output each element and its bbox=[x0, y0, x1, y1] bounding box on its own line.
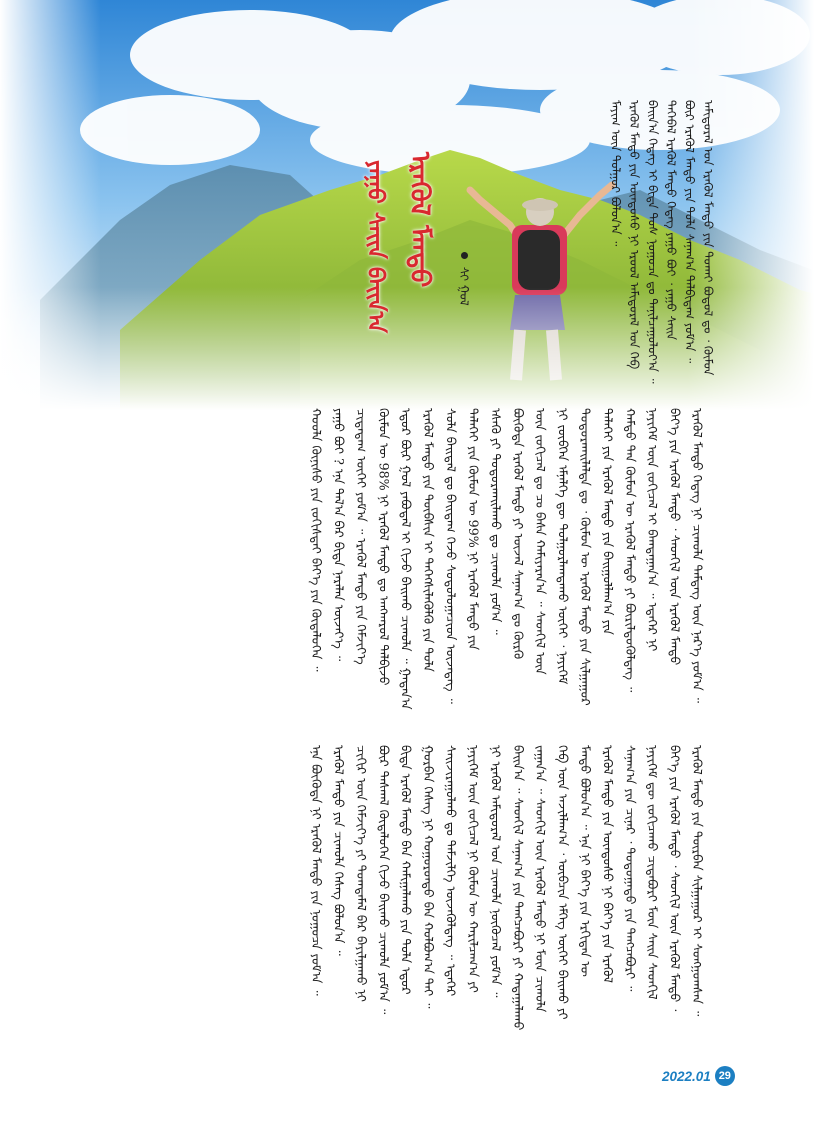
body-column: ᠡᠳᠦᠷ ᠪᠦᠷ ᠭᠣᠯ ᠶᠠᠪᠤᠳᠠᠯ ᠢ ᠬᠢᠵᠦ ᠪᠠᠢᠬᠤ ᠴᠢᠬᠤᠯᠠ ᠃ ᠭᠠᠳᠠᠨ᠎ᠠ bbox=[398, 408, 414, 710]
body-column: ᠡᠷᠡᠭᠦᠯ ᠮᠡᠨᠳᠦ ᠶᠢᠨ ᠲᠦᠪᠰᠢᠨ ᠢ ᠳᠡᠭᠡᠭᠰᠢᠯᠡᠭᠦᠯᠬᠦ ᠶᠢᠨ ᠲᠤᠯᠠ bbox=[421, 408, 437, 672]
page-number-badge: 29 bbox=[715, 1066, 735, 1086]
body-column: ᠪᠡᠶ᠎ᠡ ᠶᠢᠨ ᠡᠷᠡᠭᠦᠯ ᠮᠡᠨᠳᠦ ᠂ ᠰᠡᠳᠬᠢᠯ ᠦᠨ ᠡᠷᠡᠭᠦᠯ ᠮᠡᠨᠳᠦ bbox=[667, 408, 683, 666]
body-column: ᠪᠡᠶ᠎ᠡ ᠶᠢᠨ ᠡᠷᠡᠭᠦᠯ ᠮᠡᠨᠳᠦ ᠂ ᠰᠡᠳᠬᠢᠯ ᠦᠨ ᠡᠷᠡᠭᠦᠯ ᠮᠡᠨᠳᠦ ᠂ bbox=[667, 745, 683, 1012]
intro-column: ᠲᠡᠭᠡᠪᠡᠯ ᠡᠷᠡᠭᠦᠯ ᠮᠡᠨᠳᠦ ᠭᠡᠳᠡᠭ ᠶᠠᠭᠤ ᠪᠤᠢ ᠂ ᠶᠠᠭᠤ ᠰᠠᠢᠨ bbox=[664, 100, 678, 341]
body-text-lower-right bbox=[118, 745, 708, 1077]
bullet-dot-icon bbox=[461, 252, 468, 259]
body-column: ᠶᠠᠭᠤ ᠪᠤᠢ ? ᠡᠨᠡ ᠲᠠᠯ᠎ᠠ ᠪᠠᠷ ᠪᠢᠳᠡ ᠨᠡᠷᠡᠯᠡᠨ ᠦᠵᠡᠶ᠎ᠡ ᠃ bbox=[331, 408, 347, 662]
body-column: ᠡᠰᠡᠬᠦ ᠶᠢ ᠲᠣᠳᠤᠷᠬᠠᠢᠯᠠᠬᠤ ᠳᠤ ᠴᠢᠬᠤᠯᠠ ᠶᠤᠮ᠎ᠠ ᠃ bbox=[488, 408, 504, 635]
body-column: ᠪᠦᠷ ᠳᠠᠰᠬᠠᠯ ᠬᠦᠳᠡᠯᠦᠭᠡᠨ ᠬᠢᠵᠦ ᠪᠠᠢᠬᠤ ᠴᠢᠬᠤᠯᠠ ᠶᠤᠮ᠎ᠠ ᠃ bbox=[376, 745, 392, 1015]
body-column: ᠨᠡᠶᠢᠭᠡᠮ ᠳᠦ ᠵᠣᠬᠢᠴᠠᠬᠤ ᠴᠢᠳᠠᠪᠤᠷᠢ ᠮᠥᠨ ᠰᠠᠢᠨ ᠰᠡᠳᠬᠢᠯ bbox=[645, 745, 661, 1000]
intro-column: ᠡᠷᠡᠭᠦᠯ ᠮᠡᠨᠳᠦ ᠶᠢᠨ ᠦᠨᠳᠦᠰᠦ ᠨᠢ ᠡᠷᠦᠦᠯ ᠠᠮᠢᠳᠤᠷᠠᠯ ᠤᠨ ᠬᠡᠪ bbox=[627, 100, 641, 370]
body-column: ᠪᠠᠢᠨ᠎ᠠ ᠃ ᠰᠡᠳᠬᠢᠯ ᠰᠠᠨᠠᠭ᠎ᠠ ᠶᠢᠨ ᠲᠡᠩᠴᠡᠪᠦᠷᠢ ᠶᠢ ᠬᠠᠳᠠᠭᠠᠯᠠᠬᠤ bbox=[510, 745, 526, 1031]
body-column: ᠰᠤᠯᠠ ᠪᠠᠢᠳᠠᠯ ᠳᠤ ᠪᠠᠢᠳᠠᠭ ᠭᠡᠵᠦ ᠰᠤᠳᠤᠯᠤᠭᠠᠴᠢᠳ ᠦᠵᠡᠳᠡᠭ ᠃ bbox=[443, 408, 459, 704]
body-column: ᠨᠢ ᠡᠷᠡᠭᠦᠯ ᠠᠮᠢᠳᠤᠷᠠᠯ ᠤᠨ ᠴᠢᠬᠤᠯᠠ ᠨᠥᠬᠦᠴᠡᠯ ᠶᠤᠮ᠎ᠠ ᠃ bbox=[488, 745, 504, 998]
body-text-upper-right bbox=[118, 408, 708, 740]
body-column: ᠰᠠᠨᠠᠭ᠎ᠠ ᠶᠢᠨ ᠴᠢᠨᠠᠷ ᠂ ᠳᠣᠲᠣᠭᠠᠳᠤ ᠶᠢᠨ ᠲᠡᠩᠴᠡᠪᠦᠷᠢ ᠃ bbox=[622, 745, 638, 992]
body-column: ᠭᠤᠷᠪᠠᠨ ᠬᠡᠰᠡᠭ ᠨᠢ ᠬᠣᠭᠣᠷᠣᠨᠳᠣ ᠪᠡᠨ ᠬᠣᠯᠪᠣᠭ᠎ᠠ ᠲᠠᠢ ᠃ bbox=[421, 745, 437, 1009]
body-column: ᠨᠡᠶᠢᠭᠡᠮ ᠦᠨ ᠵᠣᠬᠢᠴᠠᠯ ᠢ ᠪᠠᠭᠲᠠᠭᠠᠨ᠎ᠠ ᠃ ᠡᠳᠡᠭᠡᠷ ᠨᠢ bbox=[645, 408, 661, 652]
body-column: ᠴᠢᠬᠢᠷ ᠦᠨ ᠬᠡᠮᠵᠢᠶ᠎ᠡ ᠶᠢ ᠲᠣᠭᠲᠠᠮᠠᠯ ᠪᠠᠷ ᠪᠠᠶᠢᠯᠭᠠᠬᠤ ᠨᠢ bbox=[353, 745, 369, 1002]
article-title-line-1: ᠡᠷᠡᠭᠦᠯ ᠮᠡᠨᠳᠦ bbox=[404, 152, 435, 288]
intro-column: ᠮᠠᠶᠢᠭ ᠦᠨ ᠲᠤᠯᠭᠤᠷ ᠪᠣᠯᠤᠨ᠎ᠠ ᠃ bbox=[608, 100, 623, 247]
page-folio bbox=[662, 1066, 735, 1086]
body-column: ᠴᠢᠳᠠᠳᠠᠭ ᠦᠭᠡᠢ ᠶᠤᠮ᠎ᠠ ᠃ ᠡᠷᠡᠭᠦᠯ ᠮᠡᠨᠳᠦ ᠶᠢᠨ ᠬᠡᠮᠵᠢᠶ᠎ᠡ bbox=[353, 408, 369, 665]
body-column: ᠬᠣᠣᠯᠠ ᠬᠦᠨᠢᠰᠦ ᠶᠢᠨ ᠵᠣᠬᠢᠰᠲᠠᠢ ᠪᠡᠶ᠎ᠡ ᠶᠢᠨ ᠬᠦᠳᠡᠯᠦᠭᠡᠨ ᠃ bbox=[309, 408, 325, 672]
intro-column: ᠠᠮᠢᠳᠤᠷᠠᠯ ᠤᠨ ᠡᠷᠡᠭᠦᠯ ᠮᠡᠨᠳᠦ ᠶᠢᠨ ᠲᠤᠬᠠᠢ ᠪᠣᠳᠣᠯ ᠳᠤ ᠂ ᠬᠦᠮᠦᠨ bbox=[701, 100, 715, 376]
intro-column: ᠪᠠᠢᠨ᠎ᠠ ᠭᠡᠳᠡᠭ ᠢ ᠪᠢᠳᠡ ᠲᠤᠰ ᠨᠤᠭᠤᠴᠠ ᠳᠤ ᠲᠠᠨᠢᠯᠴᠠᠭᠤᠯᠤᠶ᠎ᠠ ᠃ bbox=[645, 100, 660, 384]
body-column: ᠡᠨᠡ ᠪᠦᠭᠦᠳᠡ ᠨᠢ ᠡᠷᠡᠭᠦᠯ ᠮᠡᠨᠳᠦ ᠶᠢᠨ ᠨᠤᠭᠤᠴᠠ ᠶᠤᠮ᠎ᠠ ᠃ bbox=[309, 745, 325, 996]
body-column: ᠮᠡᠨᠳᠦ ᠪᠣᠯᠤᠨ᠎ᠠ ᠃ ᠡᠨᠡ ᠨᠢ ᠪᠡᠶ᠎ᠡ ᠶᠢᠨ ᠡᠷᠬᠢᠲᠡᠨ ᠦ bbox=[577, 745, 593, 977]
body-column: ᠡᠷᠡᠭᠦᠯ ᠮᠡᠨᠳᠦ ᠶᠢᠨ ᠳᠥᠷᠪᠡᠨ ᠰᠢᠯᠭᠠᠭᠤᠷ ᠢ ᠰᠣᠩᠭᠣᠭᠰᠠᠨ ᠃ bbox=[690, 745, 705, 1017]
body-column: ᠡᠷᠡᠭᠦᠯ ᠮᠡᠨᠳᠦ ᠭᠡᠳᠡᠭ ᠨᠢ ᠴᠢᠬᠤᠯᠠ ᠲᠡᠮᠳᠡᠭ ᠦᠨ ᠨᠡᠷ᠎ᠡ ᠶᠤᠮ᠎ᠠ ᠃ bbox=[690, 408, 705, 704]
body-column: ᠬᠠᠮᠲᠤ ᠳᠠᠨ ᠬᠦᠮᠦᠨ ᠦ ᠡᠷᠡᠭᠦᠯ ᠮᠡᠨᠳᠦ ᠶᠢ ᠪᠦᠷᠢᠯᠳᠦᠭᠦᠯᠳᠡᠭ ᠃ bbox=[622, 408, 638, 693]
body-column: ᠰᠠᠢᠵᠢᠷᠠᠭᠤᠯᠬᠤ ᠳᠤ ᠳᠡᠮᠵᠢᠯᠭᠡ ᠦᠵᠡᠭᠦᠯᠳᠡᠭ ᠃ ᠡᠳᠡᠭᠡᠷ bbox=[443, 745, 459, 997]
intro-text bbox=[606, 100, 717, 390]
body-column: ᠨᠢ ᠵᠦᠪᠬᠡᠨ ᠡᠮᠨᠡᠯᠭᠡ ᠳᠦ ᠲᠤᠯᠭᠤᠷᠯᠠᠭᠳᠠᠬᠤ ᠦᠭᠡᠢ ᠂ ᠨᠡᠶᠢᠭᠡᠮ bbox=[555, 408, 571, 685]
author-byline bbox=[454, 248, 475, 306]
article-title-line-2: ᠶᠠᠭᠤ ᠰᠠᠢᠨ ᠪᠠᠢᠨ᠎ᠠ bbox=[362, 160, 389, 334]
body-column: ᠳᠡᠯᠡᠬᠡᠢ ᠶᠢᠨ ᠡᠷᠡᠭᠦᠯ ᠮᠡᠨᠳᠦ ᠶᠢᠨ ᠪᠠᠢᠭᠤᠯᠯᠠᠭ᠎ᠠ ᠶᠢᠨ bbox=[600, 408, 616, 635]
body-column: ᠳᠡᠯᠡᠬᠡᠢ ᠶᠢᠨ ᠬᠦᠮᠦᠨ ᠦ 99% ᠨᠢ ᠡᠷᠡᠭᠦᠯ ᠮᠡᠨᠳᠦ ᠶᠢᠨ bbox=[465, 408, 481, 651]
body-column: ᠬᠡᠪ ᠦᠨ ᠠᠵᠢᠯᠯᠠᠭ᠎ᠠ ᠂ ᠥᠪᠴᠢᠨ ᠡᠮᠭᠡᠭ ᠦᠭᠡᠢ ᠪᠠᠢᠬᠤ ᠶᠢ bbox=[555, 745, 571, 1020]
author-name: ᠰᠢ ᠭᠤᠯ bbox=[457, 266, 471, 306]
body-column: ᠬᠦᠮᠦᠨ ᠦ 98% ᠨᠢ ᠡᠷᠡᠭᠦᠯ ᠮᠡᠨᠳᠦ ᠳᠤ ᠠᠩᠬᠠᠷᠤᠯ ᠲᠠᠯᠪᠢᠵᠤ bbox=[376, 408, 392, 686]
body-column: ᠨᠡᠶᠢᠭᠡᠮ ᠦᠨ ᠵᠣᠬᠢᠴᠠᠯ ᠨᠢ ᠬᠦᠮᠦᠨ ᠦ ᠬᠠᠷᠢᠯᠴᠠᠭ᠎ᠠ ᠶᠢ bbox=[465, 745, 481, 993]
body-column: ᠡᠷᠡᠭᠦᠯ ᠮᠡᠨᠳᠦ ᠶᠢᠨ ᠦᠨᠳᠦᠰᠦ ᠨᠢ ᠪᠡᠶ᠎ᠡ ᠶᠢᠨ ᠡᠷᠡᠭᠦᠯ bbox=[600, 745, 616, 983]
body-column: ᠪᠢᠳᠡ ᠡᠷᠡᠭᠦᠯ ᠮᠡᠨᠳᠦ ᠪᠡᠨ ᠬᠠᠮᠢᠭᠠᠯᠠᠬᠤ ᠶᠢᠨ ᠲᠤᠯᠠ ᠡᠳᠦᠷ bbox=[398, 745, 414, 995]
body-column: ᠪᠦᠭᠦᠳᠡ ᠡᠷᠡᠭᠦᠯ ᠮᠡᠨᠳᠦ ᠶᠢ ᠦᠵᠡᠯ ᠰᠠᠨᠠᠭ᠎ᠠ ᠳᠤ ᠬᠦᠷᠬᠦ bbox=[510, 408, 526, 660]
issue-date: 2022.01 bbox=[662, 1068, 711, 1084]
body-column: ᠲᠣᠳᠤᠷᠬᠠᠢᠯᠠᠯᠲᠠ ᠳᠤ ᠂ ᠬᠦᠮᠦᠨ ᠦ ᠡᠷᠡᠭᠦᠯ ᠮᠡᠨᠳᠦ ᠶᠢᠨ ᠰᠢᠯᠭᠠᠭᠤᠷ bbox=[577, 408, 593, 706]
body-column: ᠡᠷᠡᠭᠦᠯ ᠮᠡᠨᠳᠦ ᠶᠢᠨ ᠴᠢᠬᠤᠯᠠ ᠬᠡᠰᠡᠭ ᠪᠣᠯᠤᠨ᠎ᠠ ᠃ bbox=[331, 745, 347, 956]
body-column: ᠦᠨ ᠵᠣᠬᠢᠴᠠᠯ ᠳᠤ ᠴᠤ ᠪᠠᠰᠠ ᠬᠠᠮᠢᠶᠠᠷᠠᠨ᠎ᠠ ᠃ ᠰᠡᠳᠬᠢᠯ ᠦᠨ bbox=[533, 408, 549, 675]
intro-column: ᠪᠦᠷ ᠡᠷᠡᠭᠦᠯ ᠮᠡᠨᠳᠦ ᠶᠢᠨ ᠲᠤᠯᠠ ᠰᠠᠨᠠᠭ᠎ᠠ ᠲᠠᠯᠪᠢᠳᠠᠭ ᠶᠤᠮ᠎ᠠ ᠃ bbox=[682, 100, 697, 364]
body-column: ᠵᠠᠭᠠᠨ᠎ᠠ ᠃ ᠰᠡᠳᠬᠢᠯ ᠦᠨ ᠡᠷᠡᠭᠦᠯ ᠮᠡᠨᠳᠦ ᠨᠢ ᠮᠥᠨ ᠴᠢᠬᠤᠯᠠ bbox=[533, 745, 549, 1013]
